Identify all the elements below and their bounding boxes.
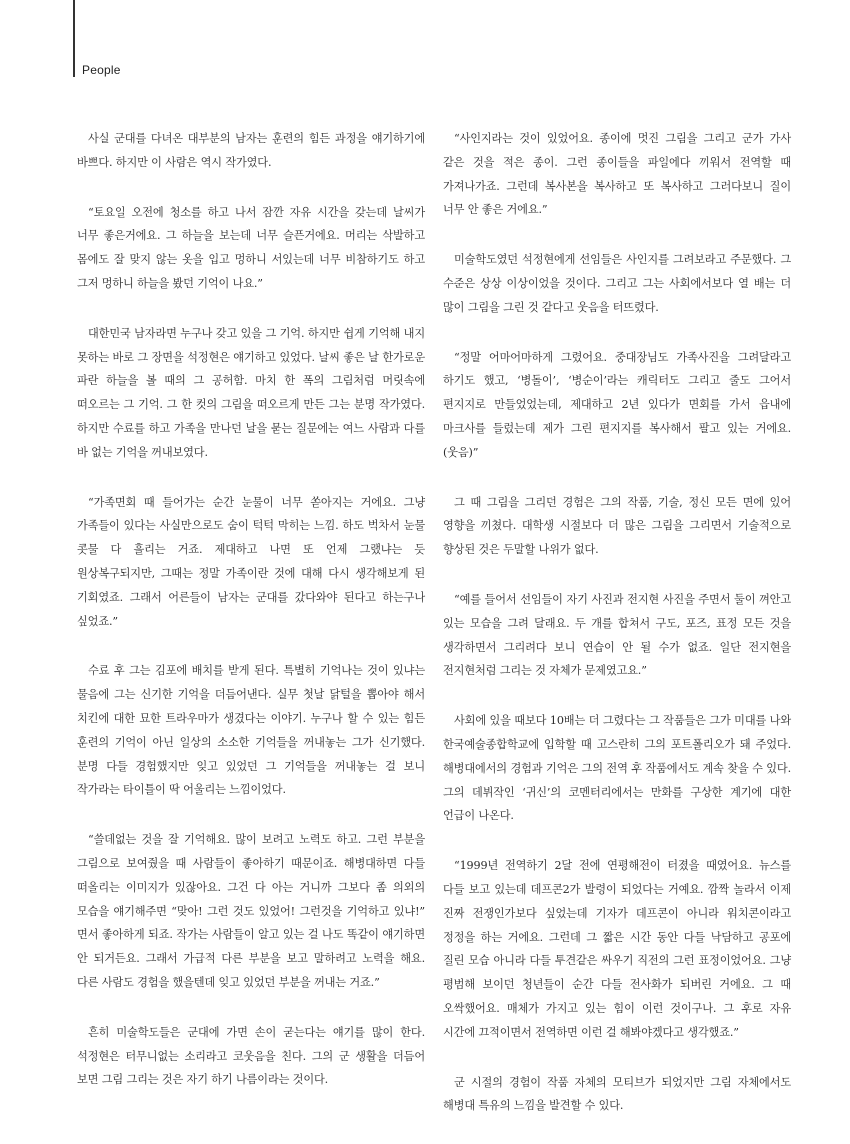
paragraph: 사실 군대를 다녀온 대부분의 남자는 훈련의 힘든 과정을 얘기하기에 바쁘다. 하지만 이 사람은 역시 작가였다. (77, 132, 425, 169)
right-column (443, 127, 791, 1144)
paragraph: 그 때 그림을 그리던 경험은 그의 작품, 기술, 정신 모든 면에 있어 영향을 끼쳤다. 대학생 시절보다 더 많은 그림을 그리면서 기술적으로 향상된 것은 두말할 나위가 없다. (443, 495, 791, 557)
paragraph: “가족면회 때 들어가는 순간 눈물이 너무 쏟아지는 거에요. 그냥 가족들이 있다는 사실만으로도 숨이 턱턱 막히는 느낌. 하도 벅차서 눈물 콧물 다 흘리는 거죠. 제대하고 나면 또 언제 그랬냐는 듯 원상복구되지만, 그때는 정말 가족이란 것에 대해 다시 생각해보게 된 기회였죠. 그래서 어른들이 남자는 군대를 갔다와야 된다고 하는구나 싶었죠.” (77, 495, 425, 628)
paragraph: “예를 들어서 선임들이 자기 사진과 전지현 사진을 주면서 둘이 껴안고 있는 모습을 그려 달래요. 두 개를 합쳐서 구도, 포즈, 표정 모든 것을 생각하면서 그리려다 보니 연습이 안 될 수가 없죠. 일단 전지현을 전지현처럼 그리는 것 자체가 문제였고요.” (443, 592, 791, 678)
paragraph: 미술학도였던 석정현에게 선임들은 사인지를 그려보라고 주문했다. 그 수준은 상상 이상이었을 것이다. 그리고 그는 사회에서보다 열 배는 더 많이 그림을 그린 것 같다고 웃음을 터뜨렸다. (443, 253, 791, 314)
paragraph: 흔히 미술학도들은 군대에 가면 손이 굳는다는 얘기를 많이 한다. 석정현은 터무니없는 소리라고 코웃음을 친다. 그의 군 생활을 더듬어 보면 그림 그리는 것은 자기 하기 나름이라는 것이다. (77, 1025, 425, 1087)
paragraph: “1999년 전역하기 2달 전에 연평해전이 터졌을 때였어요. 뉴스를 다들 보고 있는데 데프콘2가 발령이 되었다는 거예요. 깜짝 놀라서 이제 진짜 전쟁인가보다 싶었는데 기자가 데프콘이 아니라 워치콘이라고 정정을 하는 거에요. 그런데 그 짧은 시간 동안 다들 낙담하고 공포에 질린 모습 아니라 다들 투견같은 싸우기 직전의 그런 표정이었어요. 그냥 평범해 보이던 청년들이 순간 다들 전사화가 되버린 거에요. 그 때 오싹했어요. 매체가 가지고 있는 힘이 이런 것이구나. 그 후로 자유 시간에 끄적이면서 전역하면 이런 걸 해봐야겠다고 생각했죠.” (443, 859, 791, 1039)
paragraph: 수료 후 그는 김포에 배치를 받게 된다. 특별히 기억나는 것이 있냐는 물음에 그는 신기한 기억을 더듬어낸다. 실무 첫날 닭털을 뽑아야 해서 치킨에 대한 묘한 트라우마가 생겼다는 이야기. 누구나 할 수 있는 힘든 훈련의 기억이 아닌 일상의 소소한 기억들을 꺼내놓는 그가 신기했다. 분명 다들 경험했지만 잊고 있었던 그 기억들을 꺼내놓는 걸 보니 작가라는 타이틀이 딱 어울리는 느낌이었다. (77, 664, 425, 797)
paragraph: “토요일 오전에 청소를 하고 나서 잠깐 자유 시간을 갖는데 날씨가 너무 좋은거에요. 그 하늘을 보는데 너무 슬픈거에요. 머리는 삭발하고 몸에도 잘 맞지 않는 옷을 입고 멍하니 서있는데 너무 비참하기도 하고 그저 멍하니 하늘을 봤던 기억이 나요.” (77, 205, 425, 290)
paragraph: “쓸데없는 것을 잘 기억해요. 많이 보려고 노력도 하고. 그런 부분을 그림으로 보여줬을 때 사람들이 좋아하기 때문이죠. 해병대하면 다들 떠올리는 이미지가 있잖아요. 그건 다 아는 거니까 그보다 좀 의외의 모습을 얘기해주면 “맞아! 그런 것도 있었어! 그런것을 기억하고 있냐!” 면서 좋아하게 되죠. 작가는 사람들이 알고 있는 걸 나도 똑같이 얘기하면 안 되거든요. 그래서 가급적 다른 부분을 보고 말하려고 노력을 해요. 다른 사람도 경험을 했을텐데 잊고 있었던 부분을 꺼내는 거죠.” (77, 833, 425, 989)
left-column (77, 127, 425, 1118)
paragraph: 사회에 있을 때보다 10배는 더 그렸다는 그 작품들은 그가 미대를 나와 한국예술종합학교에 입학할 때 고스란히 그의 포트폴리오가 돼 주었다. 해병대에서의 경험과 기억은 그의 전역 후 작품에서도 계속 찾을 수 있다. 그의 데뷔작인 ‘귀신’의 코멘터리에서는 만화를 구상한 계기에 대한 언급이 나온다. (443, 714, 791, 823)
paragraph: “정말 어마어마하게 그렸어요. 중대장님도 가족사진을 그려달라고 하기도 했고, ‘병돌이’, ‘병순이’라는 캐릭터도 그리고 줄도 그어서 편지지로 만들었었는데, 제대하고 2년 있다가 면회를 가서 읍내에 마크사를 들렀는데 제가 그린 편지지를 복사해서 팔고 있는 거에요.(웃음)” (443, 350, 791, 459)
section-divider (73, 0, 75, 77)
paragraph: 대한민국 남자라면 누구나 갖고 있을 그 기억. 하지만 쉽게 기억해 내지 못하는 바로 그 장면을 석정현은 얘기하고 있었다. 날씨 좋은 날 한가로운 파란 하늘을 볼 때의 그 공허함. 마치 한 폭의 그림처럼 머릿속에 떠오르는 그 기억. 그 한 컷의 그림을 떠오르게 만든 그는 분명 작가였다. 하지만 수료를 하고 가족을 만나던 날을 묻는 질문에는 여느 사람과 다를 바 없는 기억을 꺼내보였다. (77, 326, 425, 459)
paragraph: 군 시절의 경험이 작품 자체의 모티브가 되었지만 그림 자체에서도 해병대 특유의 느낌을 발견할 수 있다. (443, 1075, 791, 1113)
section-label: People (82, 63, 121, 77)
paragraph: “사인지라는 것이 있었어요. 종이에 멋진 그림을 그리고 군가 가사 같은 것을 적은 종이. 그런 종이들을 파일에다 끼워서 전역할 때 가져나가죠. 그런데 복사본을 복사하고 또 복사하고 그러다보니 질이 너무 안 좋은 거에요.” (443, 132, 791, 217)
